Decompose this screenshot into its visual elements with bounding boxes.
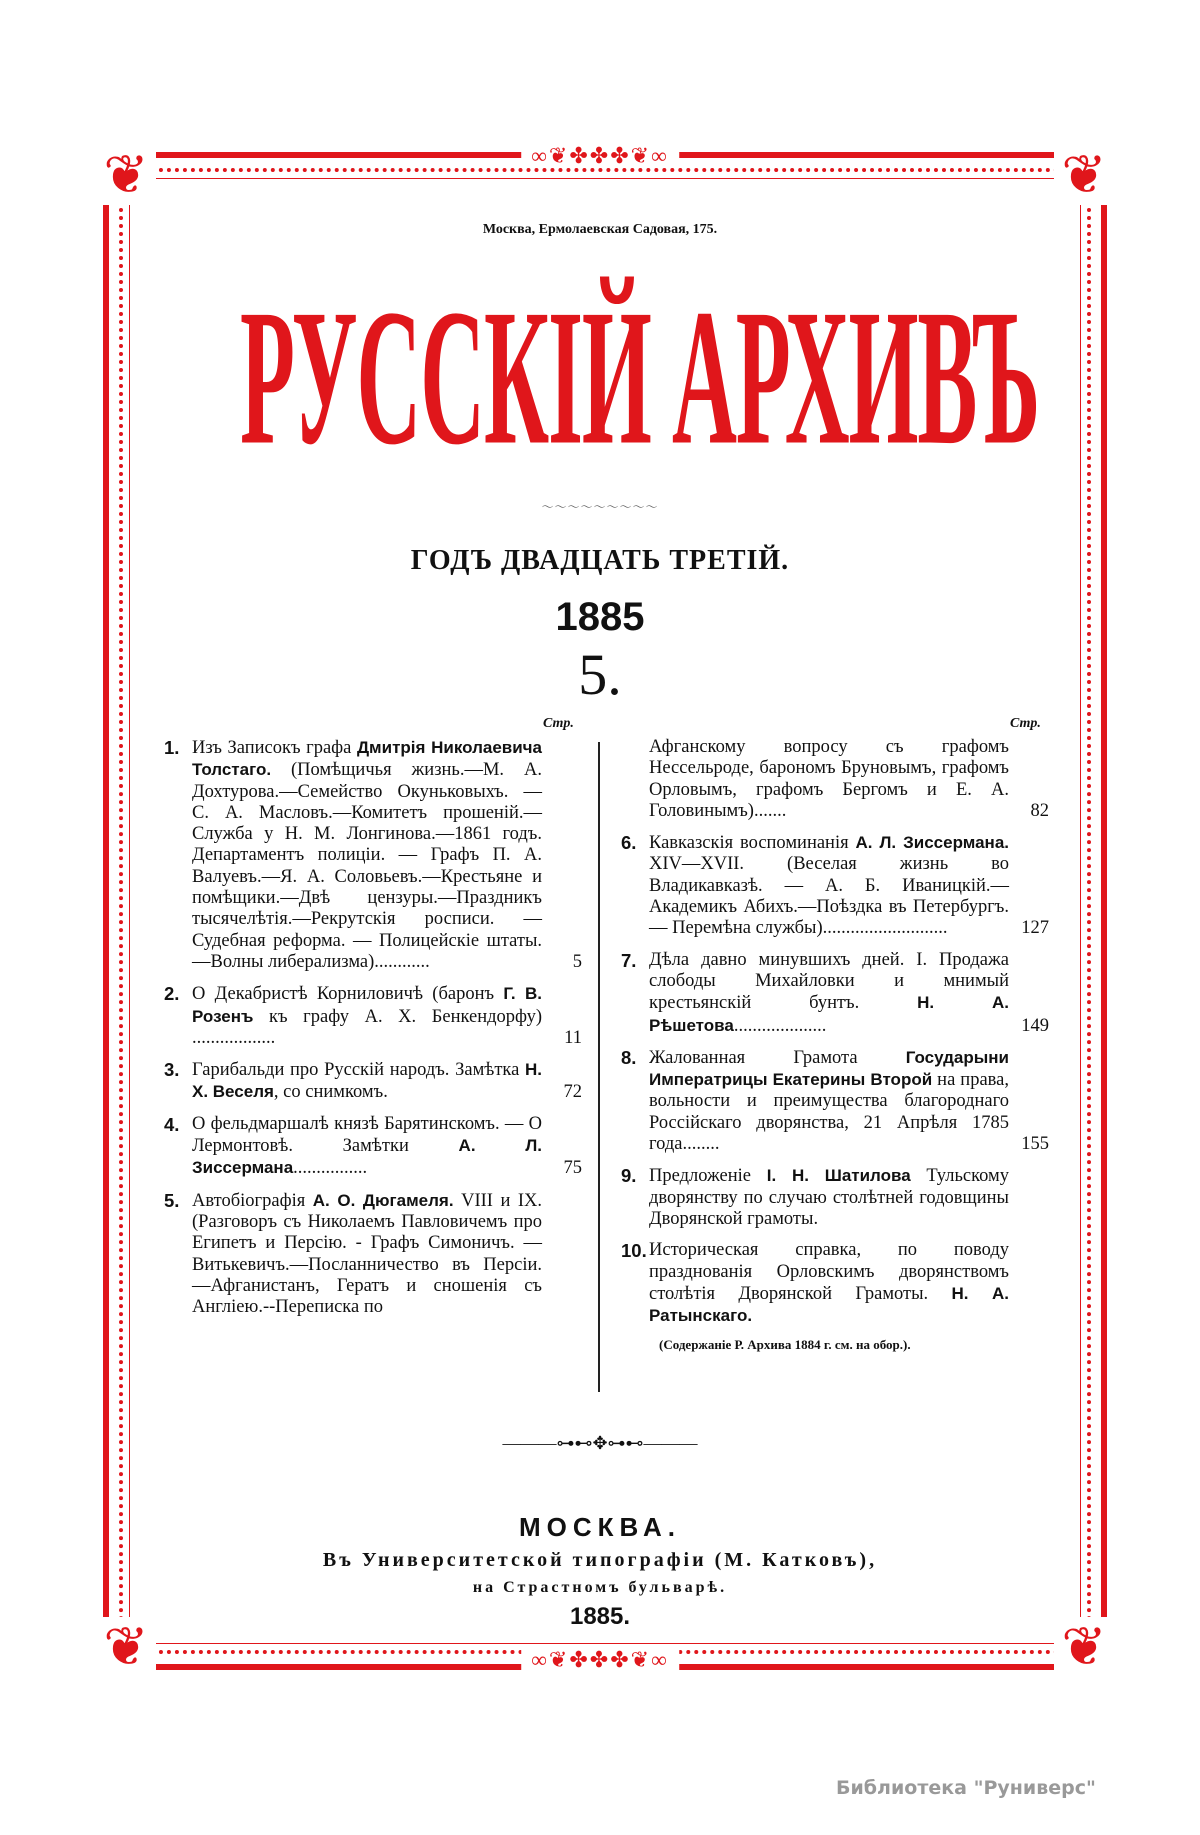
entry-text-segment: ................ — [293, 1158, 368, 1179]
entry-number: 5. — [164, 1189, 180, 1211]
entry-text-segment: Жалованная Грамота — [649, 1047, 906, 1068]
entry-page: 149 — [1021, 1015, 1049, 1036]
entry-text-segment: Историческая справка, по поводу празднованія Орловскимъ дворянствомъ столѣтія Дворянской Грамоты. — [649, 1240, 1009, 1304]
entry-author: Н. А. Ратынскаго. — [649, 1283, 1009, 1326]
entry-page: 127 — [1021, 918, 1049, 939]
contents-note: (Содержаніе Р. Архива 1884 г. см. на обор.). — [659, 1337, 911, 1353]
imprint-street: на Страстномъ бульварѣ. — [472, 1579, 728, 1596]
entry-text-segment: VIII и IX. (Разговоръ съ Николаемъ Павловичемъ про Египетъ и Персію. - Графъ Симоничъ. — Витькевичъ.—Посланничество въ Персіи.—Афганистанъ, Гератъ и сношенія съ Англіею.--Переписка по — [192, 1190, 543, 1318]
entry-number: 3. — [164, 1059, 180, 1081]
entry-text — [649, 950, 1009, 1037]
contents-entry — [621, 1165, 1049, 1230]
entry-number — [621, 737, 649, 822]
entry-number: 8. — [621, 1046, 637, 1068]
entry-text-segment: Гарибальди про Русскій народъ. Замѣтка — [192, 1060, 525, 1081]
contents-entry — [621, 1047, 1049, 1155]
entry-text — [192, 1190, 542, 1319]
contents-entry — [164, 1059, 582, 1104]
entry-author: Государыни Императрицы Екатерины Второй — [649, 1047, 1009, 1090]
watermark: Библиотека "Руниверс" — [836, 1777, 1096, 1799]
contents-entry — [164, 1114, 582, 1180]
journal-title: РУССКІЙ АРХИВЪ — [240, 269, 1040, 486]
entry-number: 4. — [164, 1113, 180, 1135]
column-divider — [598, 742, 600, 1392]
entry-text-segment: Афганскому вопросу съ графомъ Нессельроде, барономъ Бруновымъ, графомъ Орловымъ, графомъ Бергомъ и Е. А. Головинымъ)....... — [649, 737, 1009, 821]
contents-entry — [621, 737, 1049, 822]
corner-ornament-icon: ❦ — [96, 1617, 156, 1677]
entry-text-segment: О Декабристѣ Корниловичѣ (баронъ — [192, 984, 504, 1005]
entry-text-segment: къ графу А. Х. Бенкендорфу) .................. — [192, 1006, 542, 1048]
entry-author: А. Л. Зиссермана — [192, 1136, 542, 1178]
entry-text — [649, 737, 1009, 822]
imprint-printer: Въ Университетской типографіи (М. Катковъ), — [322, 1549, 878, 1571]
entry-text — [649, 1047, 1009, 1155]
contents-left-column — [164, 737, 582, 1328]
entry-author: Н. Х. Веселя — [192, 1060, 542, 1102]
entry-text — [192, 737, 542, 973]
contents-entry — [164, 1190, 582, 1319]
issue-number: 5. — [578, 642, 622, 707]
year-title: ГОДЪ ДВАДЦАТЬ ТРЕТІЙ. — [410, 545, 790, 576]
contents-entry — [164, 983, 582, 1049]
entry-number: 9. — [621, 1165, 637, 1187]
entry-number: 10. — [621, 1240, 647, 1262]
entry-number: 1. — [164, 737, 180, 758]
contents-right-column — [621, 737, 1049, 1353]
address: Москва, Ермолаевская Садовая, 175. — [482, 222, 718, 237]
entry-text — [649, 832, 1009, 939]
entry-text-segment: (Помѣщичья жизнь.—М. А. Дохтурова.—Семейство Окуньковыхъ. — С. А. Масловъ.—Комитетъ прошеній.—Служба у Н. М. Лонгинова.—1861 годъ. Департаментъ полиціи. — Графъ П. А. Валуевъ.—Я. А. Соловьевъ.—Крестьяне и помѣщики.—Двѣ цензуры.—Праздникъ тысячелѣтія.—Рекрутскія росписи. — Судебная реформа. — Полицейскіе штаты.—Волны либерализма)............ — [192, 760, 542, 972]
imprint-year: 1885. — [569, 1603, 631, 1630]
entry-text-segment: на права, вольности и преимущества благороднаго Россійскаго дворянства, 21 Апрѣля 1785 года........ — [649, 1070, 1009, 1155]
entry-number: 7. — [621, 949, 637, 971]
year: 1885 — [555, 595, 645, 639]
entry-text-segment: О фельдмаршалѣ князѣ Барятинскомъ. — О Лермонтовѣ. Замѣтки — [192, 1113, 542, 1157]
entry-text-segment: Дѣла давно минувшихъ дней. I. Продажа слободы Михайловки и мнимый крестьянскій бунтъ. — [649, 949, 1009, 1014]
entry-page: 5 — [572, 951, 582, 972]
entry-text-segment: Кавказскія воспоминанія — [649, 833, 856, 854]
entry-author: Дмитрія Николаевича Толстаго. — [192, 738, 543, 780]
contents-entry — [621, 950, 1049, 1037]
entry-author: Г. В. Розенъ — [192, 984, 542, 1026]
separator-ornament-icon: ———⊶⊷✥⊶⊷——— — [502, 1433, 698, 1453]
entry-text — [649, 1165, 1009, 1230]
entry-text — [192, 1114, 542, 1180]
top-ornament-icon: ∞❦✤✤✤❦∞ — [521, 144, 679, 168]
entry-text — [649, 1240, 1009, 1327]
entry-text — [192, 1059, 542, 1104]
corner-ornament-icon: ❦ — [1054, 145, 1114, 205]
entry-page: 75 — [563, 1158, 582, 1179]
contents-entry — [621, 832, 1049, 939]
entry-text-segment: XIV—XVII. (Веселая жизнь во Владикавказѣ. — А. Б. Иваницкій.—Академикъ Абихъ.—Поѣздка въ Петербургъ. — Перемѣна службы)........................... — [649, 854, 1009, 939]
entry-page: 11 — [564, 1027, 582, 1048]
entry-author: Н. А. Рѣшетова — [649, 993, 1009, 1035]
entry-text — [192, 983, 542, 1049]
entry-text-segment: Тульскому дворянству по случаю столѣтней годовщины Дворянской грамоты. — [649, 1166, 1009, 1229]
page-column-label: Стр. — [1010, 716, 1041, 731]
entry-text-segment: Изъ Записокъ графа — [192, 738, 357, 758]
imprint-city: МОСКВА. — [518, 1512, 681, 1542]
page-column-label: Стр. — [543, 716, 574, 731]
entry-text-segment: Предложеніе — [649, 1166, 767, 1187]
entry-page: 155 — [1021, 1134, 1049, 1155]
bottom-ornament-icon: ∞❦✤✤✤❦∞ — [521, 1648, 679, 1672]
entry-number: 6. — [621, 832, 637, 854]
entry-number: 2. — [164, 983, 180, 1005]
corner-ornament-icon: ❦ — [1054, 1617, 1114, 1677]
entry-author: I. Н. Шатилова — [766, 1166, 911, 1186]
entry-text-segment: Автобіографія — [192, 1190, 313, 1211]
contents-entry — [621, 1240, 1049, 1327]
title-rule-icon: ～～～～～～～～～ — [541, 500, 659, 514]
entry-author: А. Л. Зиссермана. — [855, 833, 1009, 853]
corner-ornament-icon: ❦ — [96, 145, 156, 205]
entry-author: А. О. Дюгамеля. — [312, 1190, 454, 1210]
entry-text-segment: .................... — [733, 1015, 827, 1036]
contents-entry — [164, 737, 582, 973]
entry-text-segment: , со снимкомъ. — [273, 1082, 388, 1103]
entry-page: 82 — [1030, 800, 1049, 821]
entry-page: 72 — [563, 1082, 582, 1103]
